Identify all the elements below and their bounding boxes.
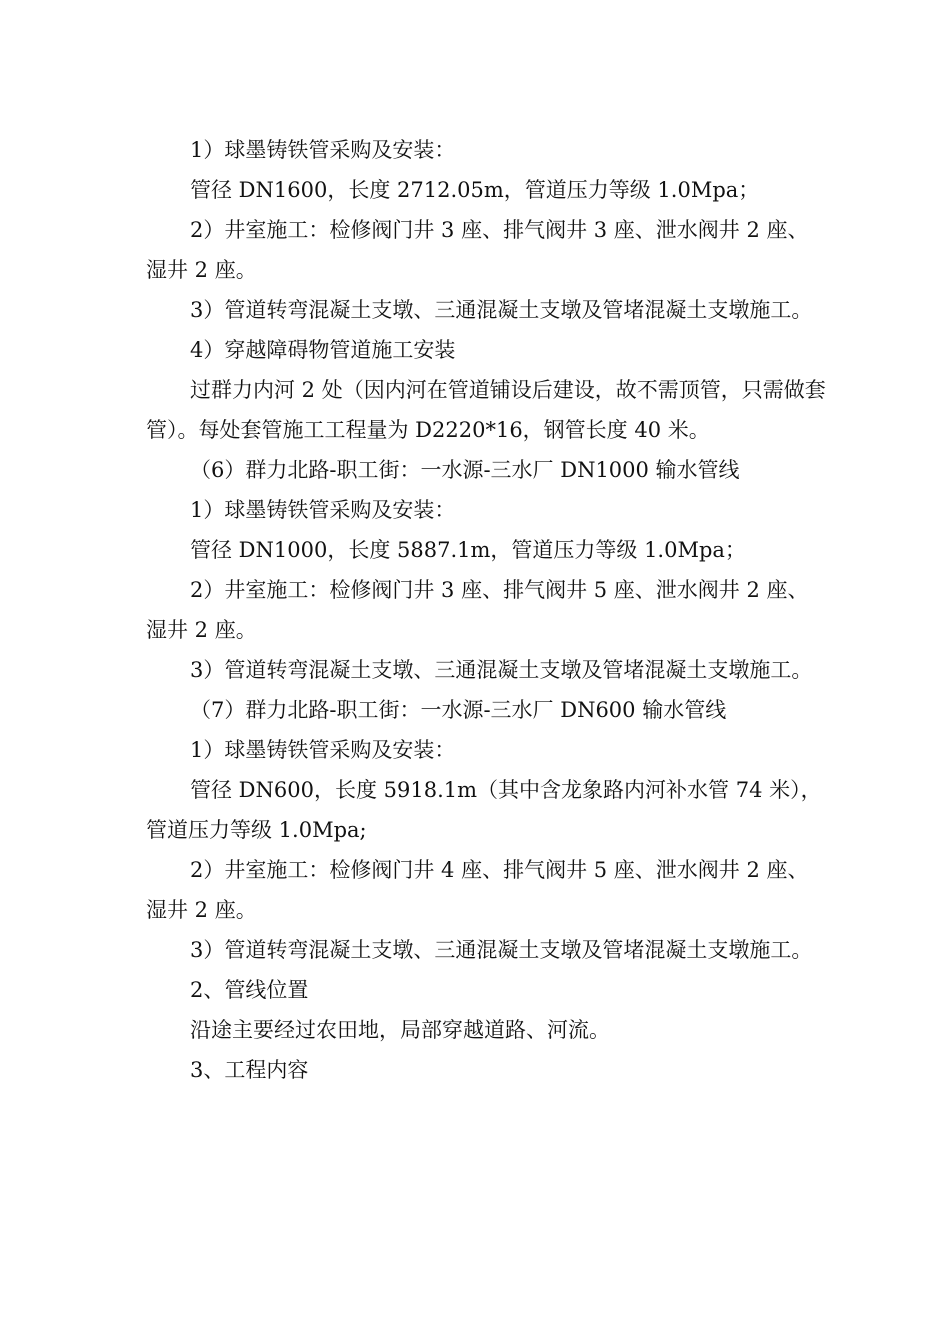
paragraph-16: 3）管道转弯混凝土支墩、三通混凝土支墩及管堵混凝土支墩施工。 xyxy=(190,938,813,962)
paragraph-19: 3、工程内容 xyxy=(190,1058,309,1082)
paragraph-10: 2）井室施工：检修阀门井 3 座、排气阀井 5 座、泄水阀井 2 座、湿井 2 座。 xyxy=(146,578,809,642)
paragraph-18: 沿途主要经过农田地，局部穿越道路、河流。 xyxy=(190,1018,610,1042)
paragraph-1: 1）球墨铸铁管采购及安装： xyxy=(190,138,456,162)
paragraph-12: （7）群力北路-职工街：一水源-三水厂 DN600 输水管线 xyxy=(190,698,727,722)
document-body xyxy=(146,130,826,1090)
paragraph-5: 4）穿越障碍物管道施工安装 xyxy=(190,338,456,362)
paragraph-8: 1）球墨铸铁管采购及安装： xyxy=(190,498,456,522)
paragraph-2: 管径 DN1600，长度 2712.05m，管道压力等级 1.0Mpa； xyxy=(190,178,760,202)
paragraph-14: 管径 DN600，长度 5918.1m（其中含龙象路内河补水管 74 米），管道压力等级 1.0Mpa; xyxy=(146,778,822,842)
paragraph-6: 过群力内河 2 处（因内河在管道铺设后建设，故不需顶管，只需做套管）。每处套管施工工程量为 D2220*16，钢管长度 40 米。 xyxy=(146,378,826,442)
paragraph-13: 1）球墨铸铁管采购及安装： xyxy=(190,738,456,762)
paragraph-4: 3）管道转弯混凝土支墩、三通混凝土支墩及管堵混凝土支墩施工。 xyxy=(190,298,813,322)
paragraph-3: 2）井室施工：检修阀门井 3 座、排气阀井 3 座、泄水阀井 2 座、湿井 2 座。 xyxy=(146,218,809,282)
paragraph-11: 3）管道转弯混凝土支墩、三通混凝土支墩及管堵混凝土支墩施工。 xyxy=(190,658,813,682)
paragraph-15: 2）井室施工：检修阀门井 4 座、排气阀井 5 座、泄水阀井 2 座、湿井 2 座。 xyxy=(146,858,809,922)
paragraph-17: 2、管线位置 xyxy=(190,978,309,1002)
paragraph-7: （6）群力北路-职工街：一水源-三水厂 DN1000 输水管线 xyxy=(190,458,740,482)
paragraph-9: 管径 DN1000，长度 5887.1m，管道压力等级 1.0Mpa； xyxy=(190,538,746,562)
